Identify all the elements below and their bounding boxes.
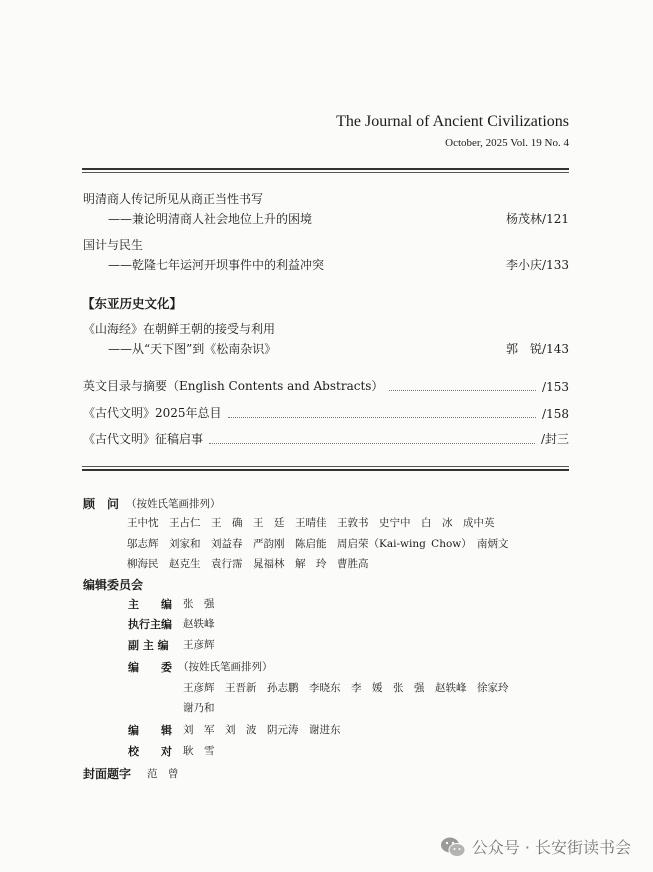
editorial-board-label: 编辑委员会 bbox=[83, 578, 144, 592]
advisors-line: 柳海民 赵克生 袁行霈 晁福林 解 玲 曹胜高 bbox=[127, 558, 369, 570]
board-members-line: 谢乃和 bbox=[183, 702, 215, 714]
cover-inscription-name: 范 曾 bbox=[147, 768, 179, 780]
journal-title: The Journal of Ancient Civilizations bbox=[336, 113, 569, 130]
advisors-line: 邬志辉 刘家和 刘益春 严韵刚 陈启能 周启荣（Kai-wing Chow） 南炳文 bbox=[127, 538, 509, 550]
toc-entry-page: /158 bbox=[542, 407, 569, 421]
bottom-rule bbox=[82, 469, 569, 471]
top-rule bbox=[82, 168, 569, 170]
toc-entry-annual-index bbox=[83, 404, 569, 421]
editors-names: 刘 军 刘 波 阴元涛 谢进东 bbox=[183, 724, 341, 736]
board-members-line: 王彦辉 王晋新 孙志鹏 李晓东 李 媛 张 强 赵轶峰 徐家玲 bbox=[183, 682, 509, 694]
editors-role: 编 辑 bbox=[128, 724, 172, 737]
cover-inscription-label: 封面题字 bbox=[83, 767, 132, 781]
wechat-icon bbox=[440, 836, 466, 858]
watermark bbox=[440, 835, 631, 858]
article-subtitle: ——乾隆七年运河开坝事件中的利益冲突 bbox=[108, 258, 325, 272]
advisors-label: 顾 问 bbox=[83, 497, 120, 511]
dot-leader bbox=[228, 417, 537, 418]
article-title: 明清商人传记所见从商正当性书写 bbox=[83, 192, 264, 206]
journal-issue: October, 2025 Vol. 19 No. 4 bbox=[445, 137, 569, 149]
advisors-note: （按姓氏笔画排列） bbox=[126, 498, 221, 510]
deputy-editor-name: 王彦辉 bbox=[183, 639, 215, 651]
section-heading: 【东亚历史文化】 bbox=[82, 296, 183, 311]
toc-entry-label: 《古代文明》征稿启事 bbox=[83, 432, 204, 446]
executive-editor-role: 执行主编 bbox=[128, 618, 172, 631]
toc-entry-call-for-papers bbox=[83, 430, 569, 447]
dot-leader bbox=[389, 390, 536, 391]
article-subtitle: ——从“天下图”到《松南杂识》 bbox=[108, 342, 277, 356]
advisors-line: 王中忱 王占仁 王 确 王 廷 王晴佳 王敦书 史宁中 白 冰 成中英 bbox=[127, 517, 495, 529]
chief-editor-role: 主 编 bbox=[128, 598, 172, 611]
proofreader-name: 耿 雪 bbox=[183, 745, 215, 757]
toc-entry-label: 英文目录与摘要（English Contents and Abstracts） bbox=[83, 379, 384, 393]
proofreader-role: 校 对 bbox=[128, 745, 172, 758]
article-title: 国计与民生 bbox=[83, 238, 144, 252]
article-author-page: 杨茂林/121 bbox=[506, 212, 569, 226]
article-author-page: 李小庆/133 bbox=[506, 258, 569, 272]
dot-leader bbox=[209, 443, 535, 444]
toc-entry-page: /153 bbox=[542, 380, 569, 394]
board-members-note: （按姓氏笔画排列） bbox=[178, 661, 273, 673]
board-members-role: 编 委 bbox=[128, 661, 172, 674]
executive-editor-name: 赵轶峰 bbox=[183, 618, 215, 630]
chief-editor-name: 张 强 bbox=[183, 598, 215, 610]
bottom-rule-thin bbox=[82, 466, 569, 467]
toc-entry-english-contents bbox=[83, 377, 569, 394]
article-subtitle: ——兼论明清商人社会地位上升的困境 bbox=[108, 212, 313, 226]
top-rule-thin bbox=[82, 172, 569, 173]
toc-entry-page: /封三 bbox=[540, 432, 569, 446]
toc-entry-label: 《古代文明》2025年总目 bbox=[83, 406, 222, 420]
article-author-page: 郭 锐/143 bbox=[506, 342, 569, 356]
deputy-editor-role: 副 主 编 bbox=[128, 639, 169, 652]
watermark-text: 公众号 · 长安街读书会 bbox=[471, 838, 631, 857]
article-title: 《山海经》在朝鲜王朝的接受与利用 bbox=[83, 322, 276, 336]
